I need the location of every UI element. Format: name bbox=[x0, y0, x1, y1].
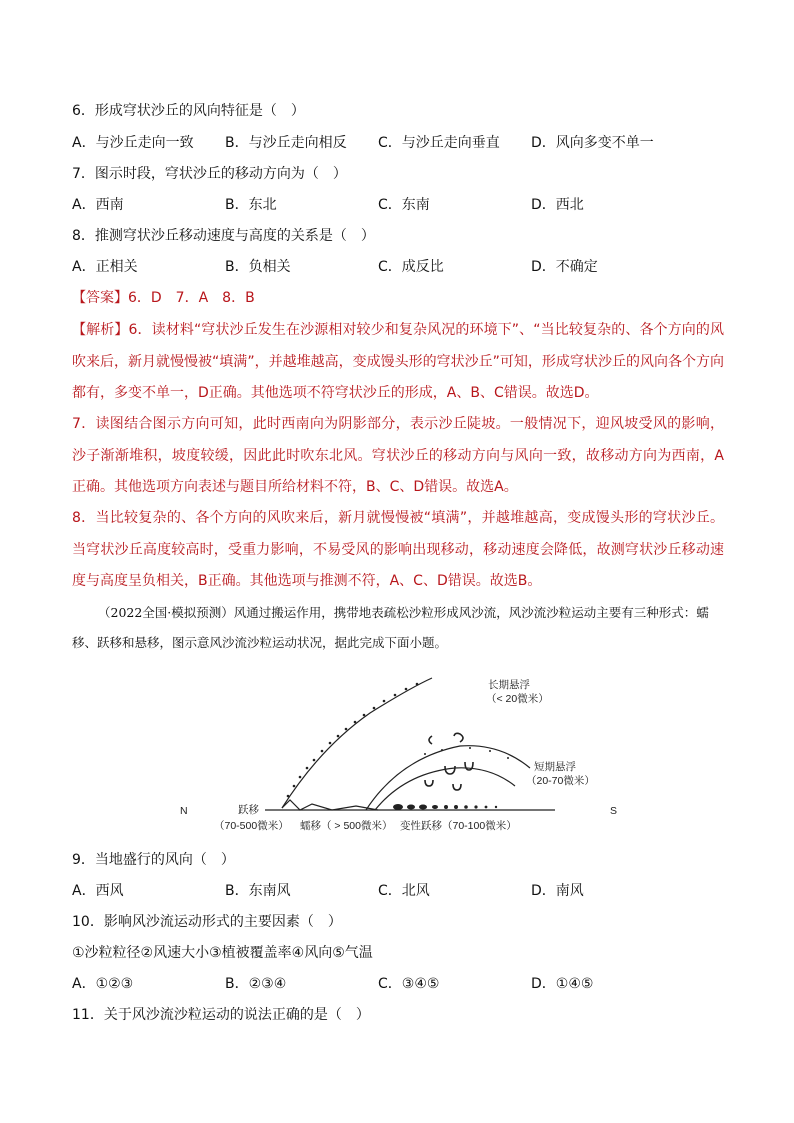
q10-option-d[interactable]: D．①④⑤ bbox=[531, 976, 594, 992]
long-suspension-particles bbox=[287, 683, 419, 798]
sand-flow-diagram bbox=[170, 668, 630, 838]
q10-option-a[interactable]: A．①②③ bbox=[72, 976, 134, 992]
analysis-q7: 7．读图结合图示方向可知，此时西南向为阴影部分，表示沙丘陡坡。一般情况下，迎风坡受风的影响，沙子渐渐堆积，坡度较缓，因此此时吹东北风。穹状沙丘的移动方向与风向一致，故移动方向为西南，A正确。其他选项方向表述与题目所给材料不符，B、C、D错误。故选A。 bbox=[72, 416, 724, 495]
q8-option-a[interactable]: A．正相关 bbox=[72, 259, 138, 275]
analysis-q8: 8．当比较复杂的、各个方向的风吹来后，新月就慢慢被“填满”，并越堆越高，变成馒头形的穹状沙丘。当穹状沙丘高度较高时，受重力影响，不易受风的影响出现移动，移动速度会降低，故测穹状沙丘移动速度与高度呈负相关，B正确。其他选项与推测不符，A、C、D错误。故选B。 bbox=[72, 510, 724, 589]
answer-tag: 【答案】 bbox=[72, 290, 128, 306]
question-6-stem: 6．形成穹状沙丘的风向特征是（ ） bbox=[72, 103, 305, 119]
q9-option-a[interactable]: A．西风 bbox=[72, 883, 124, 899]
q6-option-d[interactable]: D．风向多变不单一 bbox=[531, 135, 654, 151]
analysis-q6 bbox=[72, 315, 724, 410]
saltation-label: 跃移 bbox=[238, 804, 259, 816]
long-suspension-trajectory bbox=[282, 678, 432, 808]
modified-saltation-label: 变性跃移（70-100微米） bbox=[400, 820, 517, 832]
analysis-q6-text: 6．读材料“穹状沙丘发生在沙源相对较少和复杂风况的环境下”、“当比较复杂的、各个方向的风吹来后，新月就慢慢被“填满”，并越堆越高，变成馒头形的穹状沙丘”可知，形成穹状沙丘的风向各个方向都有，多变不单一，D正确。其他选项不符穹状沙丘的形成，A、B、C错误。故选D。 bbox=[72, 322, 725, 401]
short-suspension-arc-inner bbox=[375, 768, 515, 810]
question-7-stem: 7．图示时段，穹状沙丘的移动方向为（ ） bbox=[72, 166, 347, 182]
q7-option-b[interactable]: B．东北 bbox=[225, 197, 277, 213]
question-9-stem: 9．当地盛行的风向（ ） bbox=[72, 852, 235, 868]
eddy-symbols bbox=[425, 733, 473, 790]
analysis-tag: 【解析】 bbox=[72, 322, 129, 338]
q6-option-b[interactable]: B．与沙丘走向相反 bbox=[225, 135, 347, 151]
q8-option-c[interactable]: C．成反比 bbox=[378, 259, 444, 275]
short-suspension-arc-outer bbox=[366, 746, 530, 810]
saltation-path bbox=[282, 800, 378, 810]
answer-line bbox=[72, 288, 255, 308]
q8-option-d[interactable]: D．不确定 bbox=[531, 259, 598, 275]
q10-option-c[interactable]: C．③④⑤ bbox=[378, 976, 440, 992]
q6-option-a[interactable]: A．与沙丘走向一致 bbox=[72, 135, 194, 151]
q9-option-c[interactable]: C．北风 bbox=[378, 883, 430, 899]
q7-option-a[interactable]: A．西南 bbox=[72, 197, 124, 213]
question-10-factors: ①沙粒粒径②风速大小③植被覆盖率④风向⑤气温 bbox=[72, 945, 373, 961]
question-10-stem: 10．影响风沙流运动形式的主要因素（ ） bbox=[72, 914, 342, 930]
question-8-stem: 8．推测穹状沙丘移动速度与高度的关系是（ ） bbox=[72, 228, 375, 244]
q9-option-d[interactable]: D．南风 bbox=[531, 883, 584, 899]
question-11-stem: 11．关于风沙流沙粒运动的说法正确的是（ ） bbox=[72, 1007, 370, 1023]
north-label: N bbox=[180, 805, 188, 817]
long-suspension-size: （< 20微米） bbox=[486, 693, 549, 705]
creep-particles bbox=[393, 804, 497, 810]
q7-option-d[interactable]: D．西北 bbox=[531, 197, 584, 213]
q8-option-b[interactable]: B．负相关 bbox=[225, 259, 291, 275]
south-label: S bbox=[610, 805, 618, 817]
short-suspension-size: （20-70微米） bbox=[526, 775, 595, 787]
short-suspension-label: 短期悬浮 bbox=[534, 761, 576, 773]
long-suspension-label: 长期悬浮 bbox=[488, 679, 530, 691]
creep-label: 蠕移（ > 500微米） bbox=[300, 820, 393, 832]
q9-option-b[interactable]: B．东南风 bbox=[225, 883, 291, 899]
q10-option-b[interactable]: B．②③④ bbox=[225, 976, 287, 992]
saltation-size: （70-500微米） bbox=[214, 820, 289, 832]
q7-option-c[interactable]: C．东南 bbox=[378, 197, 430, 213]
material-intro: （2022全国·模拟预测）风通过搬运作用，携带地表疏松沙粒形成风沙流，风沙流沙粒运动主要有三种形式：蠕移、跃移和悬移，图示意风沙流沙粒运动状况，据此完成下面小题。 bbox=[72, 605, 709, 650]
answer-text: 6．D 7．A 8．B bbox=[128, 290, 255, 306]
q6-option-c[interactable]: C．与沙丘走向垂直 bbox=[378, 135, 500, 151]
